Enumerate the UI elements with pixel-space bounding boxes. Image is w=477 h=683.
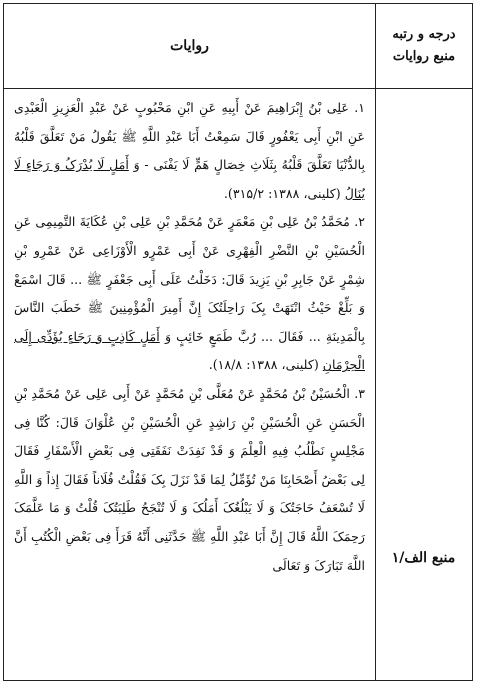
rank-cell xyxy=(375,88,472,680)
narration-1-citation: (کلینی، ۱۳۸۸: ۳۱۵/۲). xyxy=(223,185,345,201)
narration-1-underlined: أَمَلٍ لَا یُدْرَکُ وَ رَجَاءٍ لَا یُنَالُ xyxy=(14,157,365,201)
narration-3 xyxy=(14,380,365,580)
narration-2-text: ۲. مُحَمَّدُ بْنُ عَلِی بْنِ مَعْمَرٍ عَنْ مُحَمَّدِ بْنِ عَلِی بْنِ عُکَایَةَ التَّمِیمِی عَنِ الْحُسَیْنِ بْنِ النَّضْرِ الْفِهْرِی عَنْ أَبِی عَمْرٍو الْأَوْزَاعِی عَنْ عَمْرِو بْنِ شِمْرٍ عَنْ جَابِرِ بْنِ یَزِیدَ قَالَ: دَخَلْتُ عَلَی أَبِی جَعْفَرٍ ﷺ ... قَالَ اسْمَعْ وَ بَلِّغْ حَیْثُ انْتَهَتْ بِکَ رَاحِلَتُکَ إِنَّ أَمِیرَ الْمُؤْمِنِینَ ﷺ خَطَبَ النَّاسَ بِالْمَدِینَةِ ... فَقَالَ ... رُبَّ طَمَعٍ خَائِبٍ وَ xyxy=(14,214,365,344)
rank-column-header xyxy=(375,4,472,88)
table-body-row xyxy=(4,88,472,680)
narrations-cell xyxy=(4,88,375,680)
narration-2 xyxy=(14,208,365,380)
narration-2-underlined: أَمَلٍ کَاذِبٍ وَ رَجَاءٍ یُؤَدِّی إِلَی الْحِرْمَانِ xyxy=(14,328,365,373)
narration-2-citation: (کلینی، ۱۳۸۸: ۱۸/۸). xyxy=(208,357,323,373)
table-header xyxy=(4,4,472,89)
rank-label: منبع الف/۱ xyxy=(391,550,456,566)
narrations-column-header: روایات xyxy=(170,38,209,54)
rank-header-line2: منبع روایات xyxy=(392,49,456,64)
rank-header-line1: درجه و رتبه xyxy=(392,27,456,42)
narration-1 xyxy=(14,94,365,208)
narration-1-text: ۱. عَلِی بْنُ إِبْرَاهِیمَ عَنْ أَبِیهِ عَنِ ابْنِ مَحْبُوبٍ عَنْ عَبْدِ الْعَزِیزِ الْعَبْدِی عَنِ ابْنِ أَبِی یَعْفُورٍ قَالَ سَمِعْتُ أَبَا عَبْدِ اللَّهِ ﷺ یَقُولُ مَنْ تَعَلَّقَ قَلْبُهُ بِالدُّنْیَا تَعَلَّقَ قَلْبُهُ بِثَلَاثِ خِصَالٍ هَمٍّ لَا یَفْنَی - وَ xyxy=(14,100,366,173)
narration-3-text: ۳. الْحُسَیْنُ بْنُ مُحَمَّدٍ عَنْ مُعَلَّی بْنِ مُحَمَّدٍ عَنْ أَبِی عَلِی عَنْ مُحَمَّدِ بْنِ الْحَسَنِ عَنِ الْحُسَیْنِ بْنِ رَاشِدٍ عَنِ الْحُسَیْنِ بْنِ عُلْوَانَ قَالَ: کُنَّا فِی مَجْلِسٍ نَطْلُبُ فِیهِ الْعِلْمَ وَ قَدْ نَفِدَتْ نَفَقَتِی فِی بَعْضِ الْأَسْفَارِ فَقَالَ لِی بَعْضُ أَصْحَابِنَا مَنْ تُؤَمِّلُ لِمَا قَدْ نَزَلَ بِکَ فَقُلْتُ فُلَاناً فَقَالَ إِذاً وَ اللَّهِ لَا تُسْعَفُ حَاجَتُکَ وَ لَا یَبْلُغُکَ أَمَلُکَ وَ لَا تُنْجَحُ طَلِبَتُکَ قُلْتُ وَ مَا عَلَّمَکَ رَحِمَکَ اللَّهُ قَالَ إِنَّ أَبَا عَبْدِ اللَّهِ ﷺ حَدَّثَنِی أَنَّهُ قَرَأَ فِی بَعْضِ الْکُتُبِ أَنَّ اللَّهَ تَبَارَکَ وَ تَعَالَی xyxy=(14,385,365,573)
narrations-table xyxy=(3,3,473,681)
